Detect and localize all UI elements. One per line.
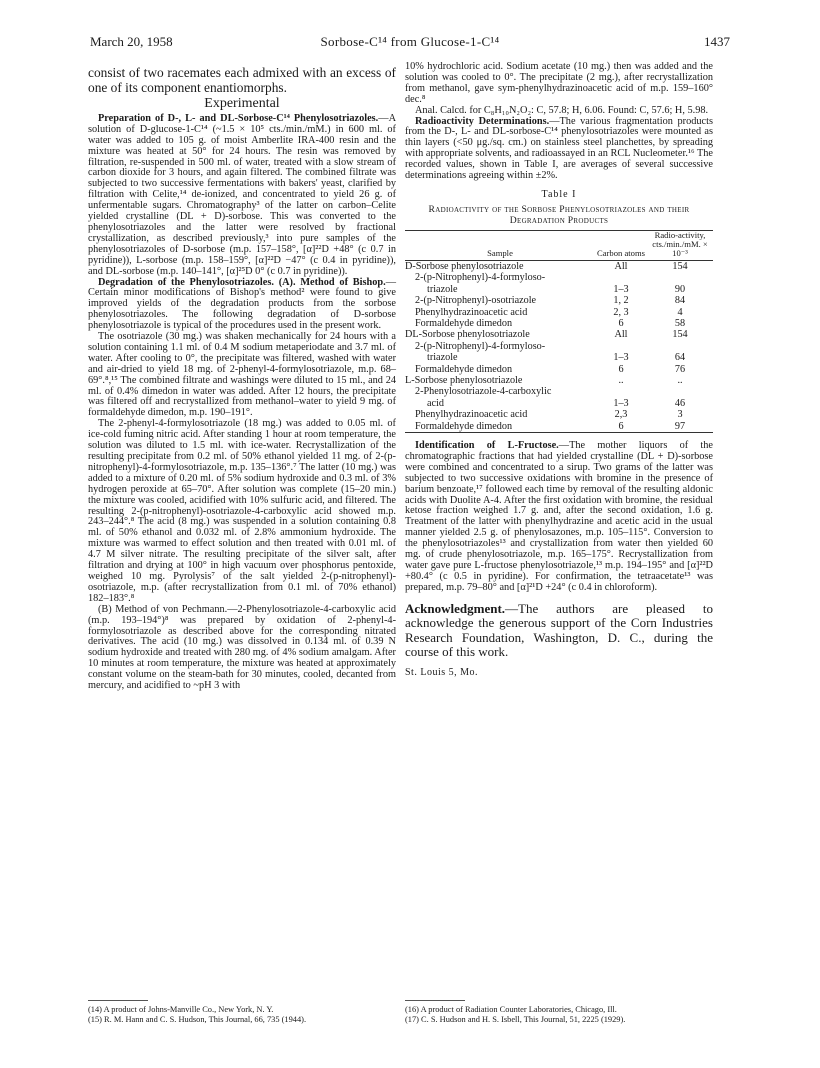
table-cell-sample: triazole (427, 283, 458, 295)
table-cell-radioactivity: 76 (674, 363, 686, 375)
table-row (405, 260, 713, 272)
table-cell-sample: Formaldehyde dimedon (415, 317, 513, 329)
prep-heading: Preparation of D-, L- and DL-Sorbose-C¹⁴ Phenylosotriazoles. (98, 112, 379, 124)
table-header-row (405, 230, 713, 260)
table-cell-carbon (595, 386, 647, 397)
table-caption: Radioactivity of the Sorbose Phenylosotriazoles and their Degradation Products (428, 203, 690, 226)
acknowledgment-paragraph (405, 602, 713, 660)
footnote-17: (17) C. S. Hudson and H. S. Isbell, This Journal, 51, 2225 (1929). (405, 1015, 626, 1024)
footnote-rule-right (405, 1000, 465, 1001)
table-cell-radioactivity: .. (677, 374, 683, 386)
table-body (405, 260, 713, 432)
footnotes-left (88, 1005, 396, 1025)
table-row (405, 409, 713, 420)
table-cell-radioactivity: 154 (672, 260, 688, 272)
table-cell-sample: L-Sorbose phenylosotriazole (405, 374, 523, 386)
table-row (405, 375, 713, 386)
table-row (405, 272, 713, 283)
formyl-paragraph: The 2-phenyl-4-formylosotriazole (18 mg.) was added to 0.05 ml. of ice-cold fuming nitric acid. After standing 1 hour at room temperature, the solution was diluted to 1.5 ml. with ice-water. Recrystallization of the resulting precipitate from 0.2 ml. of 50% ethanol yielded 11 mg. of 2-(p-nitrophenyl)-4-formylosotriazole, m.p. 135–136°.⁷ The latter (10 mg.) was added to a mixture of 0.20 ml. of 5% sodium hydroxide and 0.3 ml. of 3% hydrogen peroxide at 65–70°. After solution was complete (15–20 min.) the mixture was cooled, acidified with 10% sulfuric acid, and filtered. The resulting 2-(p-nitrophenyl)-osotriazole-4-carboxylic acid showed m.p. 243–244°.⁸ The acid (8 mg.) was suspended in a solution containing 0.8 ml. of 50% ethanol and 0.032 ml. of 2.8% ammonium hydroxide. The mixture was warmed to effect solution and then treated with 0.01 ml. of 4.7 M silver nitrate. The resulting precipitate of the silver salt, after filtration and drying at 100° in high vacuum over phosphorus pentoxide, weighed 10 mg. Pyrolysis⁷ of the salt yielded 2-(p-nitrophenyl)-osotriazole, m.p. (after recrystallization from 0.1 ml. of 70% ethanol) 182–183°.⁸ (88, 418, 396, 604)
table-cell-radioactivity: 90 (674, 283, 686, 295)
right-column (405, 62, 713, 679)
table-header-radioactivity: Radio-activity, cts./min./mM. × 10⁻³ (652, 229, 708, 258)
table-row (405, 386, 713, 397)
osotriazole-paragraph: The osotriazole (30 mg.) was shaken mechanically for 24 hours with a solution containing 1.1 ml. of 0.4 M sodium metaperiodate and 3.7 ml. of water. After cooling to 0°, the precipitate was filtered, washed with water and air-dried to yield 18 mg. of 2-phenyl-4-formylosotriazole, m.p. 68–69°.⁸,¹⁵ The combined filtrate and washings were diluted to 15 ml., and 24 ml. of 0.4% dimedon in water was added. After 12 hours, the precipitate was filtered off and recrystallized from methanol–water to yield 9 mg. of formaldehyde dimedon, m.p. 190–191°. (88, 331, 396, 419)
acknowledgment-text: —The authors are pleased to acknowledge the generous support of the Corn Industries Research Foundation, Washington, D. C., during the course of this work. (405, 600, 713, 660)
table-cell-carbon: 1, 2 (613, 295, 629, 307)
radioactivity-heading: Radioactivity Determinations. (415, 115, 550, 127)
table-row (405, 307, 713, 318)
table-cell-sample: Formaldehyde dimedon (415, 420, 513, 432)
footnote-15: (15) R. M. Hann and C. S. Hudson, This Journal, 66, 735 (1944). (88, 1015, 307, 1024)
degradation-text: —Certain minor modifications of Bishop's method² were found to give improved yields of the degradation products from the sorbose phenylosotriazoles. The following degradation of D-sorbose phenylosotriazole is typical of the procedures used in the present work. (88, 276, 396, 332)
running-header (90, 34, 730, 54)
table-cell-carbon: .. (618, 374, 624, 386)
pechmann-heading: (B) Method of von Pechmann. (98, 603, 228, 615)
radioactivity-table (405, 230, 713, 433)
table-cell-carbon: 1–3 (613, 397, 629, 409)
table-row (405, 341, 713, 352)
header-running-title: Sorbose-C¹⁴ from Glucose-1-C¹⁴ (320, 34, 500, 49)
acknowledgment-heading: Acknowledgment. (405, 600, 506, 616)
table-cell-carbon (595, 272, 647, 283)
table-cell-sample: 2-(p-Nitrophenyl)-4-formyloso- (415, 272, 546, 284)
table-row (405, 364, 713, 375)
table-cell-radioactivity: 58 (674, 317, 686, 329)
table-cell-sample: D-Sorbose phenylosotriazole (405, 260, 524, 272)
table-cell-sample: DL-Sorbose phenylosotriazole (405, 329, 530, 341)
section-title: Experimental (204, 96, 280, 111)
table-cell-carbon: 2, 3 (613, 306, 629, 318)
table-cell-radioactivity (647, 386, 713, 397)
table-cell-carbon: 6 (618, 317, 624, 329)
table-cell-carbon: All (614, 260, 628, 272)
table-row (405, 352, 713, 363)
table-cell-sample: 2-(p-Nitrophenyl)-osotriazole (415, 295, 537, 307)
table-cell-carbon: 1–3 (613, 352, 629, 364)
table-cell-carbon: 6 (618, 363, 624, 375)
table-cell-sample: Formaldehyde dimedon (415, 363, 513, 375)
table-cell-sample: triazole (427, 352, 458, 364)
footnote-14: (14) A product of Johns-Manville Co., New York, N. Y. (88, 1005, 274, 1014)
table-title: Table I (541, 188, 577, 200)
analysis-paragraph: Anal. Calcd. for C₈H₁₀N₂O₂: C, 57.8; H, 6.06. Found: C, 57.6; H, 5.98. (415, 104, 709, 116)
prep-paragraph (88, 114, 396, 278)
signature-location: St. Louis 5, Mo. (405, 667, 479, 679)
table-cell-radioactivity: 84 (674, 295, 686, 307)
continued-paragraph: 10% hydrochloric acid. Sodium acetate (10 mg.) then was added and the solution was cooled to 0°. The precipitate (2 mg.), after recrystallization from methanol, gave sym-phenylhydrazinoacetic acid of m.p. 159–160° dec.⁸ (405, 61, 713, 105)
table-header-sample: Sample (487, 247, 513, 258)
header-page-number: 1437 (704, 34, 730, 49)
table-header-carbon: Carbon atoms (597, 247, 645, 258)
identification-paragraph (405, 441, 713, 594)
lead-paragraph: consist of two racemates each admixed with an excess of one of its component enantiomorphs. (88, 65, 396, 95)
header-date: March 20, 1958 (90, 34, 173, 49)
table-cell-sample: 2-(p-Nitrophenyl)-4-formyloso- (415, 340, 546, 352)
table-cell-carbon: 2,3 (614, 409, 628, 421)
footnote-16: (16) A product of Radiation Counter Laboratories, Chicago, Ill. (405, 1005, 617, 1014)
degradation-paragraph (88, 278, 396, 333)
table-row (405, 284, 713, 295)
left-column (88, 62, 396, 692)
table-cell-sample: Phenylhydrazinoacetic acid (415, 409, 528, 421)
identification-text: —The mother liquors of the chromatographic fractions that had yielded crystalline (DL + D)-sorbose were combined and concentrated to a sirup. Two grams of the latter was subjected to two successive oxidations with bromine in the presence of barium benzoate,¹⁷ followed each time by removal of the resulting aldonic acids with Duolite A-4. After the first oxidation with bromine, the residual ketose fraction weighed 1.7 g. and, after the second oxidation, 1.6 g. Treatment of the latter with phenylhydrazine and acetic acid in the usual manner yielded 2.5 g. of phenylosazones, m.p. 105–115°. Conversion to the phenylosotriazoles¹³ and crystallization from water then yielded 60 mg. of crude phenylosotriazole, m.p. 165–175°. Recrystallization from water gave pure L-fructose phenylosotriazole,¹³ m.p. 194–195° and [α]²²D +80.4° (c 0.5 in pyridine). For confirmation, the tetraacetate¹³ was prepared, m.p. 79–80° and [α]²¹D +24° (c 0.4 in chloroform). (405, 439, 714, 593)
table-row (405, 295, 713, 306)
table-cell-carbon: 6 (618, 420, 624, 432)
footnote-rule-left (88, 1000, 148, 1001)
table-row (405, 421, 713, 433)
pechmann-paragraph (88, 605, 396, 692)
table-cell-radioactivity: 3 (677, 409, 683, 421)
radioactivity-paragraph (405, 117, 713, 182)
table-row (405, 398, 713, 409)
table-cell-radioactivity: 46 (674, 397, 686, 409)
table-cell-radioactivity: 64 (674, 352, 686, 364)
table-cell-radioactivity (647, 341, 713, 352)
table-cell-radioactivity (647, 272, 713, 283)
table-cell-carbon (595, 341, 647, 352)
degradation-heading: Degradation of the Phenylosotriazoles. (A). Method of Bishop. (98, 276, 386, 288)
table-cell-sample: 2-Phenylosotriazole-4-carboxylic (415, 386, 552, 398)
pechmann-text: —2-Phenylosotriazole-4-carboxylic acid (m.p. 193–194°)⁸ was prepared by oxidation of 2-phenyl-4-formylosotriazole as described above for the corresponding nitrated derivatives. The acid (10 mg.) was dissolved in 0.134 ml. of 0.39 N sodium hydroxide and treated with 280 mg. of 4% sodium amalgam. After 10 minutes at room temperature, the mixture was heated at approximately constant volume on the steam-bath for 30 minutes, cooled, decanted from mercury, and acidified to ~pH 3 with (88, 603, 396, 692)
identification-heading: Identification of L-Fructose. (415, 439, 559, 451)
table-cell-carbon: 1–3 (613, 283, 629, 295)
table-cell-radioactivity: 154 (672, 329, 688, 341)
table-row (405, 329, 713, 340)
radioactivity-text: —The various fragmentation products from the D-, L- and DL-sorbose-C¹⁴ phenylosotriazoles were mounted as thin layers (<50 μg./sq. cm.) on stainless steel planchettes, by spreading with appropriate solvents, and radioassayed in an RCL Nucleometer.¹⁶ The recorded values, shown in Table I, are averages of several successive determinations agreeing within ±2%. (405, 115, 713, 182)
table-cell-sample: acid (427, 397, 444, 409)
prep-text: —A solution of D-glucose-1-C¹⁴ (~1.5 × 10⁵ cts./min./mM.) in 600 ml. of water was added to 105 g. of moist Amberlite IRA-400 resin and the mixture was heated at 50° for 24 hours. The resin was removed by filtration, re-suspended in 500 ml. of water, treated with a slow stream of carbon dioxide for 3 hours, and again filtered. The combined filtrate was subjected to two successive fermentations with bakers' yeast, clarified by filtration with Celite,¹⁴ de-ionized, and concentrated to yield 26 g. of unfermentable sugars. Chromatography³ of the latter on carbon–Celite yielded crystalline (DL + D)-sorbose. This was converted to the phenylosotriazoles and the latter were resolved by fractional crystallization, as described previously,³ into pure samples of the phenylosotriazoles of D-sorbose (m.p. 157–158°, [α]²²D +48° (c 0.7 in pyridine)), L-sorbose (m.p. 158–159°, [α]²²D −47° (c 0.4 in pyridine)), and DL-sorbose (m.p. 140–141°, [α]²⁵D 0° (c 0.7 in pyridine)). (88, 112, 396, 277)
footnotes-right (405, 1005, 713, 1025)
table-cell-radioactivity: 97 (674, 420, 686, 432)
table-cell-radioactivity: 4 (677, 306, 683, 318)
table-cell-carbon: All (614, 329, 628, 341)
table-cell-sample: Phenylhydrazinoacetic acid (415, 306, 528, 318)
table-row (405, 318, 713, 329)
